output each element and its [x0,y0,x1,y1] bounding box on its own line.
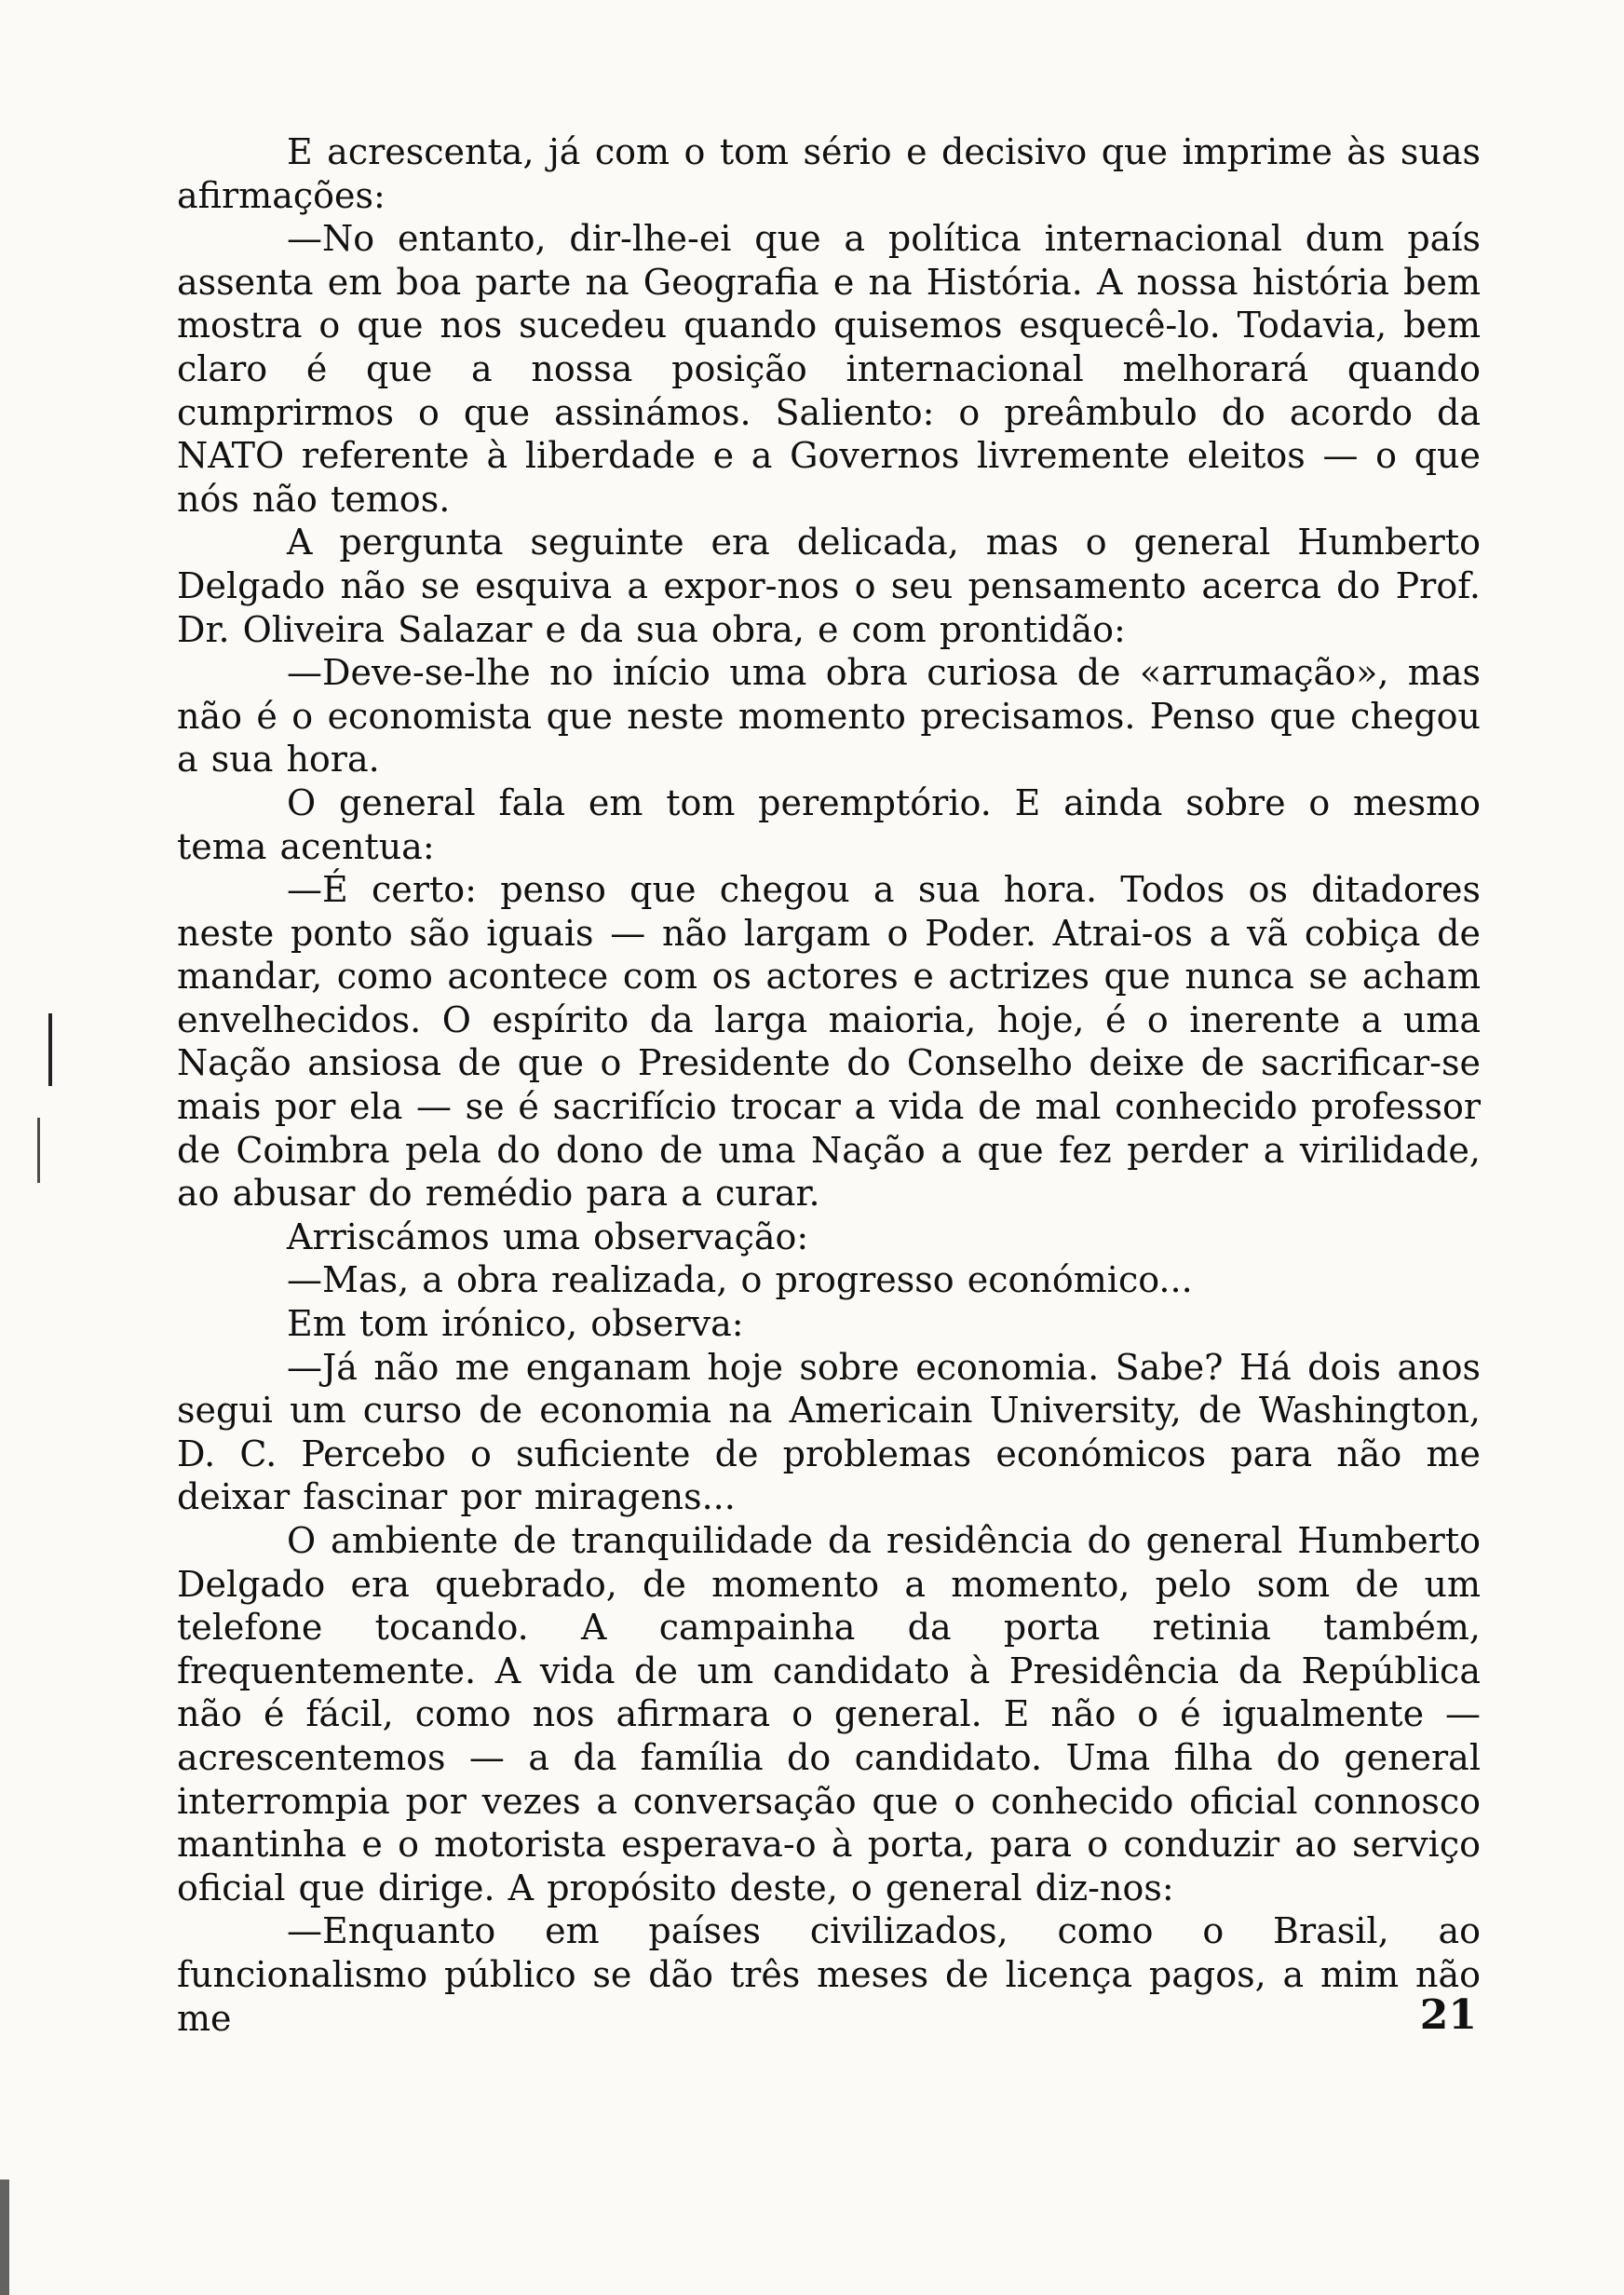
paragraph-9: Em tom irónico, observa: [287,1303,744,1345]
paragraph-2: —No entanto, dir-lhe-ei que a política internacional dum país assenta em boa parte na Geografia e na História. A nossa história bem mostra o que nos sucedeu quando quisemos esquecê-lo. Todavia, bem claro é que a nossa posição internacional melhorará quando cumprirmos o que assinámos. Saliento: o preâmbulo do acordo da NATO referente à liberdade e a Governos livremente eleitos — o que nós não temos. [177,218,1481,520]
margin-mark [37,1118,40,1183]
paragraph-11: O ambiente de tranquilidade da residência do general Humberto Delgado era quebrado, de momento a momento, pelo som de um telefone tocando. A campainha da porta retinia também, frequentemente. A vida de um candidato à Presidência da República não é fácil, como nos afirmara o general. E não o é igualmente — acrescentemos — a da família do candidato. Uma filha do general interrompia por vezes a conversação que o conhecido oficial connosco mantinha e o motorista esperava-o à porta, para o conduzir ao serviço oficial que dirige. A propósito deste, o general diz-nos: [177,1520,1481,1908]
page-number: 21 [1419,1991,1477,2039]
paragraph-12: —Enquanto em países civilizados, como o Brasil, ao funcionalismo público se dão três meses de licença pagos, a mim não me [177,1910,1481,2039]
margin-mark [48,1013,52,1086]
paragraph-10: —Já não me enganam hoje sobre economia. Sabe? Há dois anos segui um curso de economia na Americain University, de Washington, D. C. Percebo o suficiente de problemas económicos para não me deixar fascinar por miragens... [177,1346,1481,1518]
paragraph-8: —Mas, a obra realizada, o progresso económico... [287,1259,1193,1301]
paragraph-6: —É certo: penso que chegou a sua hora. Todos os ditadores neste ponto são iguais — não largam o Poder. Atrai-os a vã cobiça de mandar, como acontece com os actores e actrizes que nunca se acham envelhecidos. O espírito da larga maioria, hoje, é o inerente a uma Nação ansiosa de que o Presidente do Conselho deixe de sacrificar-se mais por ela — se é sacrifício trocar a vida de mal conhecido professor de Coimbra pela do dono de uma Nação a que fez perder a virilidade, ao abusar do remédio para a curar. [177,869,1481,1215]
paragraph-1: E acrescenta, já com o tom sério e decisivo que imprime às suas afirmações: [177,131,1481,216]
paragraph-4: —Deve-se-lhe no início uma obra curiosa de «arrumação», mas não é o economista que neste momento precisamos. Penso que chegou a sua hora. [177,652,1481,781]
edge-mark [0,2180,9,2295]
page-body [177,130,1481,2040]
paragraph-3: A pergunta seguinte era delicada, mas o general Humberto Delgado não se esquiva a expor-nos o seu pensamento acerca do Prof. Dr. Oliveira Salazar e da sua obra, e com prontidão: [177,522,1481,650]
paragraph-7: Arriscámos uma observação: [287,1215,809,1257]
paragraph-5: O general fala em tom peremptório. E ainda sobre o mesmo tema acentua: [177,781,1481,867]
